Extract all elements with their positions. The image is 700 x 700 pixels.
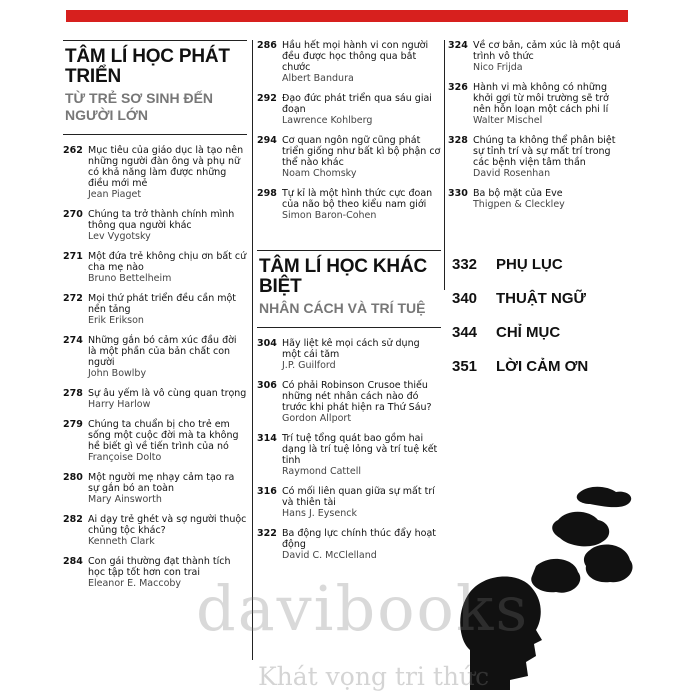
page-number: 274 (63, 335, 83, 346)
thought-bubble-medium (552, 512, 609, 547)
page-number: 330 (448, 188, 468, 199)
page-number: 306 (257, 380, 277, 391)
section-header-developmental (63, 40, 247, 135)
toc-column-3 (448, 40, 628, 383)
entry-title: Hãy liệt kê mọi cách sử dụng một cái tăm (282, 338, 420, 360)
page-number: 262 (63, 145, 83, 156)
page-number: 298 (257, 188, 277, 199)
entry-author: Mary Ainsworth (88, 494, 162, 505)
appendix-label: CHỈ MỤC (496, 323, 561, 341)
entry-author: Raymond Cattell (282, 466, 362, 477)
toc-entry (63, 514, 247, 548)
entry-author: Jean Piaget (88, 189, 142, 200)
entry-author: Thigpen & Cleckley (473, 199, 565, 210)
toc-entry (63, 209, 247, 243)
appendix-page-number: 340 (452, 289, 478, 307)
entry-title: Con gái thường đạt thành tích học tập tốt hơn con trai (88, 556, 231, 578)
toc-entry (257, 40, 441, 85)
thought-bubble-lower (531, 559, 580, 593)
toc-entry (63, 472, 247, 506)
toc-entry (63, 419, 247, 464)
entry-title: Một người mẹ nhạy cảm tạo ra sự gắn bó an toàn (88, 472, 235, 494)
entry-author: David Rosenhan (473, 168, 551, 179)
entry-author: John Bowlby (88, 368, 147, 379)
toc-entry (63, 388, 247, 411)
toc-column-2 (257, 40, 441, 570)
entry-title: Về cơ bản, cảm xúc là một quá trình vô thức (473, 40, 621, 62)
entry-title: Ai dạy trẻ ghét và sợ người thuộc chủng tộc khác? (88, 514, 247, 536)
page-number: 292 (257, 93, 277, 104)
page-number: 326 (448, 82, 468, 93)
page-number: 280 (63, 472, 83, 483)
toc-entry (257, 338, 441, 372)
column-divider-2 (444, 40, 445, 290)
entry-author: Albert Bandura (282, 73, 354, 84)
toc-list (63, 145, 247, 590)
entry-author: Walter Mischel (473, 115, 543, 126)
watermark-slogan: Khát vọng tri thức (258, 662, 490, 691)
entry-title: Ba động lực chính thúc đẩy hoạt động (282, 528, 437, 550)
toc-entry (257, 135, 441, 180)
appendix-label: LỜI CẢM ƠN (496, 357, 589, 375)
section-subtitle: NHÂN CÁCH VÀ TRÍ TUỆ (259, 300, 426, 316)
entry-author: Harry Harlow (88, 399, 151, 410)
page-number: 270 (63, 209, 83, 220)
toc-list (448, 40, 628, 211)
toc-entry (63, 145, 247, 201)
entry-title: Cơ quan ngôn ngữ cũng phát triển giống như bất kì bộ phận cơ thể nào khác (282, 135, 441, 168)
toc-entry (257, 486, 441, 520)
thought-bubble-small (577, 487, 631, 507)
appendix-label: PHỤ LỤC (496, 255, 563, 273)
appendix-label: THUẬT NGỮ (496, 289, 586, 307)
page-number: 279 (63, 419, 83, 430)
watermark-brand: davibooks (196, 572, 530, 645)
toc-entry (448, 82, 628, 127)
entry-author: Simon Baron-Cohen (282, 210, 377, 221)
entry-author: Hans J. Eysenck (282, 508, 357, 519)
entry-title: Một đứa trẻ không chịu ơn bất cứ cha mẹ nào (88, 251, 247, 273)
toc-entry (257, 380, 441, 425)
entry-title: Ba bộ mặt của Eve (473, 188, 563, 199)
toc-entry (63, 293, 247, 327)
page-number: 278 (63, 388, 83, 399)
toc-entry (257, 528, 441, 562)
section-subtitle: TỪ TRẺ SƠ SINH ĐẾN NGƯỜI LỚN (65, 90, 214, 123)
toc-entry (257, 433, 441, 478)
page-number: 282 (63, 514, 83, 525)
page-number: 304 (257, 338, 277, 349)
entry-title: Sự âu yếm là vô cùng quan trọng (88, 388, 247, 399)
entry-author: David C. McClelland (282, 550, 377, 561)
page-number: 272 (63, 293, 83, 304)
appendix-item (452, 349, 628, 383)
entry-title: Trí tuệ tổng quát bao gồm hai dạng là trí tuệ lỏng và trí tuệ kết tinh (282, 433, 438, 466)
page-number: 284 (63, 556, 83, 567)
entry-title: Chúng ta trở thành chính mình thông qua người khác (88, 209, 235, 231)
page-number: 328 (448, 135, 468, 146)
entry-title: Có mối liên quan giữa sự mất trí và thiên tài (282, 486, 435, 508)
page-number: 322 (257, 528, 277, 539)
appendix-item (452, 281, 628, 315)
page-number: 314 (257, 433, 277, 444)
toc-entry (257, 93, 441, 127)
toc-entry (63, 335, 247, 380)
page-number: 271 (63, 251, 83, 262)
entry-title: Mọi thứ phát triển đều cần một nền tảng (88, 293, 237, 315)
toc-entry (448, 135, 628, 180)
toc-list (257, 40, 441, 222)
entry-author: Noam Chomsky (282, 168, 357, 179)
toc-entry (448, 188, 628, 211)
thought-bubble-large (584, 545, 633, 583)
appendix-item (452, 247, 628, 281)
toc-list (257, 338, 441, 562)
entry-title: Mục tiêu của giáo dục là tạo nên những người đàn ông và phụ nữ có khả năng làm được những điều mới mẻ (88, 145, 244, 189)
page-number: 316 (257, 486, 277, 497)
toc-entry (257, 188, 441, 222)
entry-author: Lawrence Kohlberg (282, 115, 373, 126)
appendix-list (448, 247, 628, 383)
page-number: 324 (448, 40, 468, 51)
toc-entry (63, 251, 247, 285)
section-header-differential (257, 250, 441, 328)
entry-title: Tự kỉ là một hình thức cực đoan của não bộ theo kiểu nam giới (282, 188, 433, 210)
appendix-page-number: 332 (452, 255, 478, 273)
appendix-page-number: 344 (452, 323, 478, 341)
section-title: TÂM LÍ HỌC KHÁC BIỆT (259, 256, 427, 297)
top-accent-bar (66, 10, 628, 22)
entry-author: Erik Erikson (88, 315, 144, 326)
entry-author: Nico Frijda (473, 62, 523, 73)
appendix-page-number: 351 (452, 357, 478, 375)
entry-author: Kenneth Clark (88, 536, 155, 547)
appendix-item (452, 315, 628, 349)
column-divider-1 (252, 40, 253, 660)
entry-title: Chúng ta không thể phân biệt sự tỉnh trí và sự mất trí trong các bệnh viện tâm thần (473, 135, 616, 168)
entry-author: J.P. Guilford (282, 360, 336, 371)
entry-title: Chúng ta chuẩn bị cho trẻ em sống một cuộc đời mà ta không hề biết gì về tiến trình của nó (88, 419, 239, 452)
entry-author: Eleanor E. Maccoby (88, 578, 182, 589)
entry-title: Có phải Robinson Crusoe thiếu những nét nhân cách nào đó trước khi phát hiện ra Thứ Sáu? (282, 380, 432, 413)
entry-author: Lev Vygotsky (88, 231, 151, 242)
entry-author: Bruno Bettelheim (88, 273, 172, 284)
section-title: TÂM LÍ HỌC PHÁT TRIỂN (65, 46, 230, 87)
entry-title: Hầu hết mọi hành vi con người đều được học thông qua bắt chước (282, 40, 429, 73)
page-number: 294 (257, 135, 277, 146)
entry-title: Đạo đức phát triển qua sáu giai đoạn (282, 93, 432, 115)
toc-entry (448, 40, 628, 74)
entry-title: Hành vi mà không có những khởi gợi từ môi trường sẽ trở nên hỗn loạn một cách phi lí (473, 82, 609, 115)
entry-author: Françoise Dolto (88, 452, 162, 463)
toc-column-1 (63, 40, 247, 598)
entry-title: Những gắn bó cảm xúc đầu đời là một phần của bản chất con người (88, 335, 237, 368)
entry-author: Gordon Allport (282, 413, 352, 424)
page-number: 286 (257, 40, 277, 51)
